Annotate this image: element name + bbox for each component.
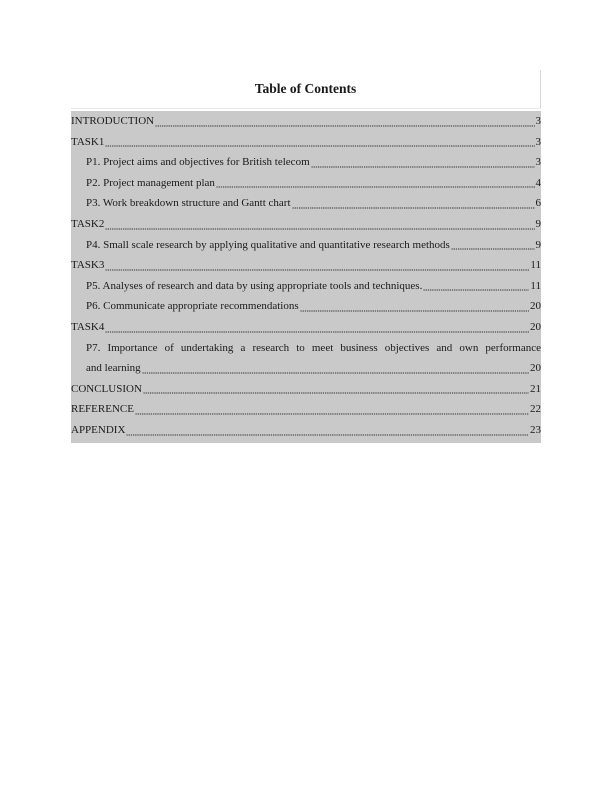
toc-entry-text: P1. Project aims and objectives for British telecom <box>86 156 310 169</box>
toc-entry-page: 20 <box>530 362 541 375</box>
toc-dot-leader <box>143 392 529 394</box>
toc-entry-p1[interactable] <box>71 152 541 173</box>
toc-entry-text: TASK1 <box>71 135 105 148</box>
toc-entry-text: APPENDIX <box>71 423 126 436</box>
toc-entry-p5[interactable] <box>71 276 541 297</box>
toc-entry-page: 11 <box>530 279 541 292</box>
toc-header <box>71 70 541 109</box>
toc-entry-task2[interactable] <box>71 214 541 235</box>
toc-entry-text: P3. Work breakdown structure and Gantt chart <box>86 197 291 210</box>
toc-dot-leader <box>155 125 534 127</box>
toc-dot-leader <box>292 207 535 209</box>
toc-entry-task1[interactable] <box>71 132 541 153</box>
toc-entry-task4[interactable] <box>71 317 541 338</box>
toc-entry-page: 23 <box>530 423 541 436</box>
toc-dot-leader <box>423 289 529 291</box>
toc-entries <box>71 111 541 443</box>
toc-dot-leader <box>105 145 534 147</box>
toc-dot-leader <box>300 310 529 312</box>
toc-entry-page: 3 <box>535 156 541 169</box>
toc-entry-text: P6. Communicate appropriate recommendations <box>86 300 299 313</box>
toc-entry-page: 20 <box>530 300 541 313</box>
toc-title: Table of Contents <box>254 81 357 96</box>
toc-entry-appendix[interactable] <box>71 420 541 441</box>
toc-entry-text: REFERENCE <box>71 403 134 416</box>
toc-dot-leader <box>105 228 534 230</box>
toc-entry-task3[interactable] <box>71 255 541 276</box>
toc-dot-leader <box>126 434 529 436</box>
toc-entry-text: TASK3 <box>71 259 105 272</box>
toc-entry-page: 9 <box>535 238 541 251</box>
toc-entry-introduction[interactable] <box>71 111 541 132</box>
toc-dot-leader <box>142 372 529 374</box>
toc-entry-p2[interactable] <box>71 173 541 194</box>
toc-entry-p7-continued[interactable] <box>71 358 541 379</box>
toc-entry-page: 6 <box>535 197 541 210</box>
toc-dot-leader <box>105 269 529 271</box>
toc-entry-text: TASK4 <box>71 320 105 333</box>
toc-entry-p7[interactable] <box>71 338 541 359</box>
toc-dot-leader <box>216 186 535 188</box>
toc-entry-page: 3 <box>535 135 541 148</box>
toc-entry-text: P4. Small scale research by applying qualitative and quantitative research methods <box>86 238 450 251</box>
toc-dot-leader <box>135 413 529 415</box>
toc-entry-text: P7. Importance of undertaking a research to meet business objectives and own performance <box>86 341 541 354</box>
toc-entry-text-continued: and learning <box>86 362 141 375</box>
toc-entry-page: 4 <box>535 176 541 189</box>
toc-entry-text: INTRODUCTION <box>71 115 155 127</box>
toc-entry-page: 9 <box>535 217 541 230</box>
toc-entry-p6[interactable] <box>71 296 541 317</box>
toc-dot-leader <box>311 166 535 168</box>
toc-entry-conclusion[interactable] <box>71 379 541 400</box>
toc-entry-text: TASK2 <box>71 217 105 230</box>
toc-entry-p4[interactable] <box>71 235 541 256</box>
toc-entry-page: 11 <box>530 259 541 272</box>
table-of-contents <box>71 70 541 443</box>
toc-entry-page: 3 <box>535 115 541 127</box>
toc-dot-leader <box>105 331 529 333</box>
toc-entry-text: CONCLUSION <box>71 382 142 395</box>
toc-dot-leader <box>451 248 535 250</box>
toc-entry-p3[interactable] <box>71 193 541 214</box>
toc-entry-page: 22 <box>530 403 541 416</box>
toc-entry-page: 21 <box>530 382 541 395</box>
toc-entry-text: P2. Project management plan <box>86 176 215 189</box>
toc-entry-text: P5. Analyses of research and data by using appropriate tools and techniques. <box>86 279 423 292</box>
toc-entry-reference[interactable] <box>71 399 541 420</box>
toc-entry-page: 20 <box>530 320 541 333</box>
